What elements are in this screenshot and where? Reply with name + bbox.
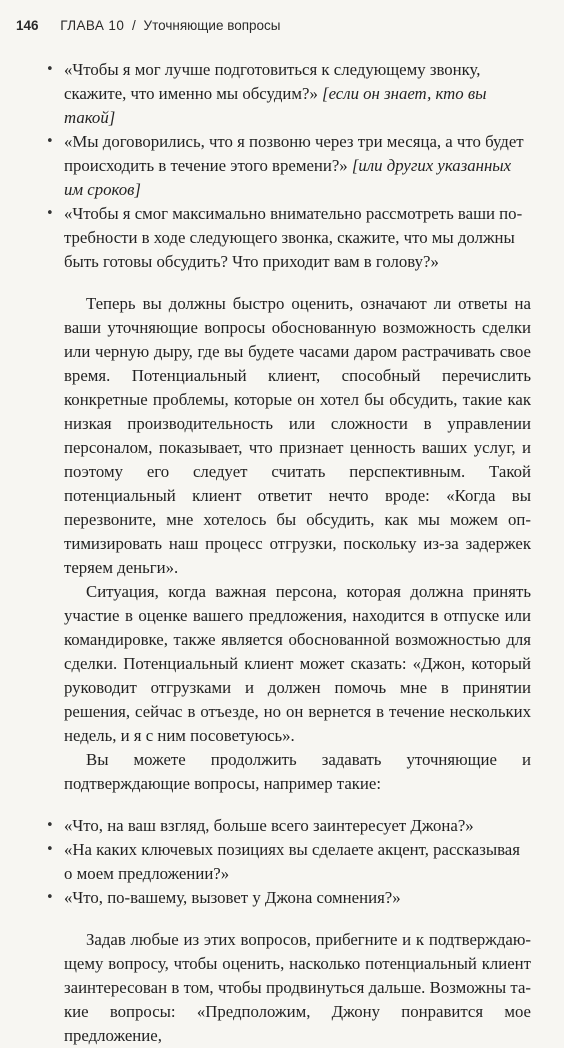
question-list-2 [64,814,531,910]
list-item: • «На каких ключевых позициях вы сделаете акцент, рассказывая о моем предложении?» [64,838,531,886]
chapter-title: Уточняющие вопросы [143,18,281,33]
list-item [64,58,531,130]
paragraph: Ситуация, когда важная персона, которая должна принять участие в оценке вашего предложения, находится в отпуске или командировке, также является обоснованной возможностью для сделки. Потенциальный клиент может сказать: «Джон, который руководит отгрузками и должен помочь мне в принятии решения, сейчас в отъезде, но он вернется в течение нескольких недель, и я с ним посоветуюсь». [64,582,531,745]
quote-note: [или других указанных им сроков] [64,156,512,199]
question-list-1 [64,58,531,274]
list-item [64,130,531,202]
header-separator: / [132,18,136,33]
paragraph: Вы можете продолжить задавать уточняющие и подтверждающие вопросы, например такие: [64,750,531,793]
page-number: 146 [16,18,39,33]
list-item [64,202,531,274]
list-item: • «Что, по-вашему, вызовет у Джона сомнения?» [64,886,531,910]
chapter-label: ГЛАВА 10 [60,18,125,33]
quote-note: [если он знает, кто вы такой] [64,84,487,127]
paragraph-closing: Задав любые из этих вопросов, прибегните и к подтверждающему вопросу, чтобы оценить, насколько потенциальный клиент заинтересован в том, чтобы продвинуться дальше. Возможны такие вопросы: «Предположим, Джону понравится мое предложение, [64,930,531,1045]
quote-text: «Мы договорились, что я позвоню через три месяца, а что будет происходить в течение этого времени?» [64,132,524,175]
paragraph: Теперь вы должны быстро оценить, означают ли ответы на ваши уточняющие вопросы обоснованную возможность сделки или черную дыру, где вы будете часами даром растрачивать свое время. Потенциальный клиент, способный перечислить конкретные проблемы, которые он хотел бы обсудить, такие как низкая производительность или сложности в управлении персоналом, показывает, что признает ценность ваших услуг, и поэтому его следует считать перспективным. Такой потенциальный клиент ответит нечто вроде: «Когда вы перезвоните, мне хотелось бы обсудить, как мы можем оптимизировать наш процесс отгрузки, поскольку из-за задержек теряем деньги». [64,294,531,577]
running-header [16,18,281,33]
quote-text: «Чтобы я мог лучше подготовиться к следующему звонку, скажите, что именно мы обсудим?» [64,60,481,103]
list-item: • «Что, на ваш взгляд, больше всего заинтересует Джона?» [64,814,531,838]
quote-text: «Чтобы я смог максимально внимательно рассмотреть ваши потребности в ходе следующего звонка, скажите, что мы должны быть готовы обсудить? Что приходит вам в голову?» [64,204,523,271]
